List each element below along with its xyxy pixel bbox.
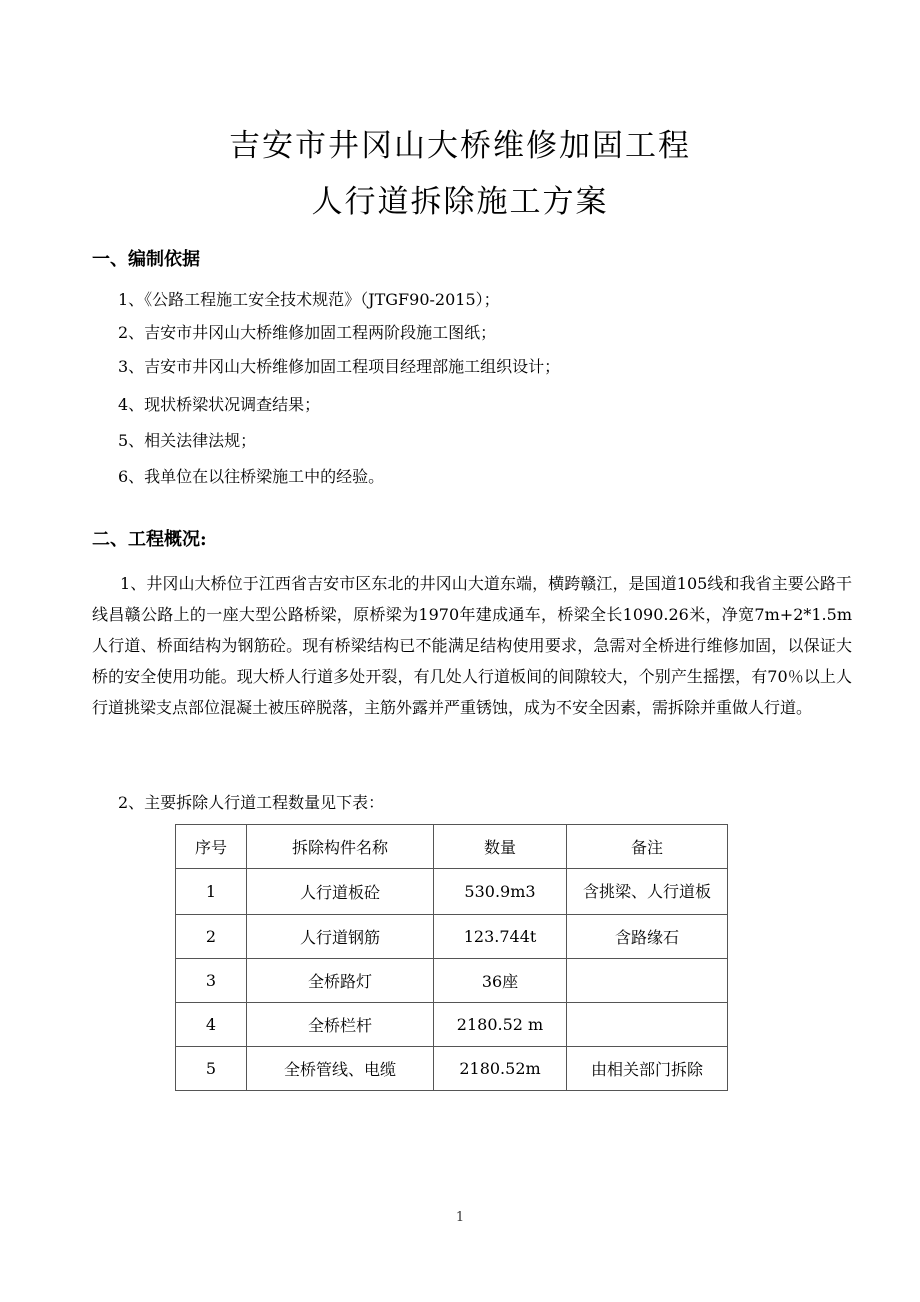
overview-text: 1、井冈山大桥位于江西省吉安市区东北的井冈山大道东端，横跨赣江，是国道105线和我省主要公路干线昌赣公路上的一座大型公路桥梁，原桥梁为1970年建成通车，桥梁全长1090.26米，净宽7m+2*1.5m人行道、桥面结构为钢筋砼。现有桥梁结构已不能满足结构使用要求，急需对全桥进行维修加固，以保证大桥的安全使用功能。现大桥人行道多处开裂，有几处人行道板间的间隙较大，个别产生摇摆，有70％以上人行道挑梁支点部位混凝土被压碎脱落，主筋外露并严重锈蚀，成为不安全因素，需拆除并重做人行道。 bbox=[92, 574, 852, 717]
cell-quantity: 36座 bbox=[434, 959, 567, 1003]
basis-item: 3、吉安市井冈山大桥维修加固工程项目经理部施工组织设计； bbox=[118, 357, 561, 376]
cell-name: 人行道板砼 bbox=[247, 869, 434, 915]
table-row bbox=[176, 1003, 728, 1047]
table-row bbox=[176, 915, 728, 959]
cell-index: 4 bbox=[176, 1003, 247, 1047]
cell-name: 人行道钢筋 bbox=[247, 915, 434, 959]
cell-name: 全桥栏杆 bbox=[247, 1003, 434, 1047]
header-cell: 数量 bbox=[434, 825, 567, 869]
basis-item: 6、我单位在以往桥梁施工中的经验。 bbox=[118, 467, 385, 486]
document-title-line1: 吉安市井冈山大桥维修加固工程 bbox=[229, 128, 691, 164]
table-row bbox=[176, 869, 728, 915]
header-cell: 备注 bbox=[567, 825, 728, 869]
overview-paragraph bbox=[92, 568, 852, 723]
page-number: 1 bbox=[455, 1210, 465, 1225]
cell-index: 3 bbox=[176, 959, 247, 1003]
cell-name: 全桥路灯 bbox=[247, 959, 434, 1003]
cell-name: 全桥管线、电缆 bbox=[247, 1047, 434, 1091]
cell-note: 含挑梁、人行道板 bbox=[567, 869, 728, 915]
cell-note bbox=[567, 1003, 728, 1047]
cell-index: 5 bbox=[176, 1047, 247, 1091]
section1-heading: 一、编制依据 bbox=[92, 249, 200, 270]
header-cell: 拆除构件名称 bbox=[247, 825, 434, 869]
basis-item: 4、现状桥梁状况调查结果； bbox=[118, 395, 321, 414]
header-cell: 序号 bbox=[176, 825, 247, 869]
cell-quantity: 2180.52m bbox=[434, 1047, 567, 1091]
cell-quantity: 2180.52 m bbox=[434, 1003, 567, 1047]
basis-item: 1、《公路工程施工安全技术规范》（JTGF90-2015）； bbox=[118, 290, 500, 309]
cell-note: 含路缘石 bbox=[567, 915, 728, 959]
cell-note: 由相关部门拆除 bbox=[567, 1047, 728, 1091]
table-row bbox=[176, 1047, 728, 1091]
cell-note bbox=[567, 959, 728, 1003]
table-row bbox=[176, 959, 728, 1003]
cell-quantity: 123.744t bbox=[434, 915, 567, 959]
cell-index: 1 bbox=[176, 869, 247, 915]
cell-quantity: 530.9m3 bbox=[434, 869, 567, 915]
table-header-row bbox=[176, 825, 728, 869]
table-intro: 2、主要拆除人行道工程数量见下表： bbox=[118, 793, 385, 812]
document-title-line2: 人行道拆除施工方案 bbox=[311, 184, 609, 220]
section2-heading: 二、工程概况: bbox=[92, 529, 207, 550]
quantity-table bbox=[175, 824, 728, 1091]
basis-item: 2、吉安市井冈山大桥维修加固工程两阶段施工图纸； bbox=[118, 323, 497, 342]
basis-item: 5、相关法律法规； bbox=[118, 431, 257, 450]
cell-index: 2 bbox=[176, 915, 247, 959]
